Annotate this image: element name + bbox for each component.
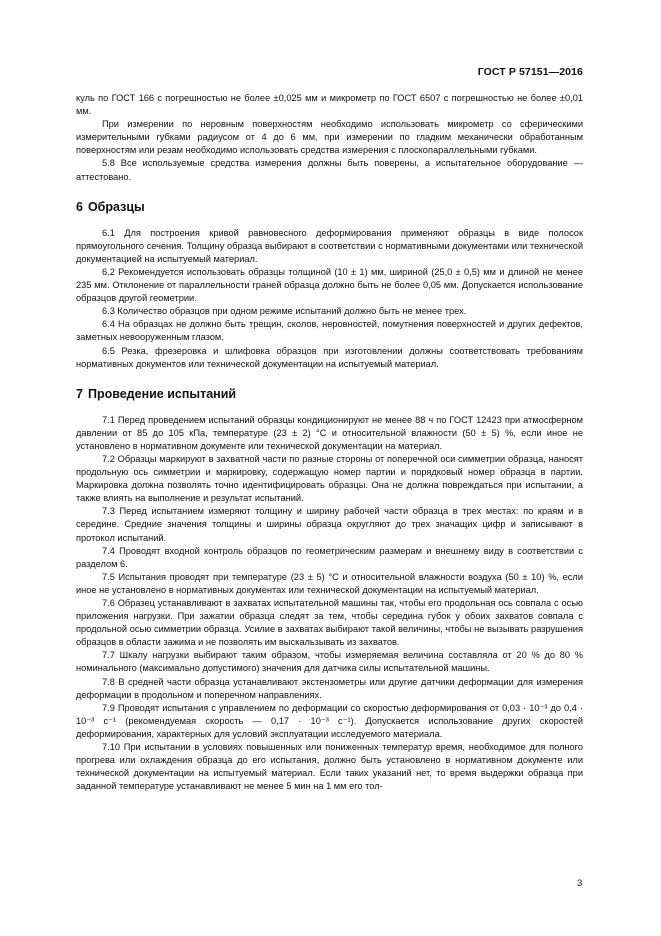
paragraph: 5.8 Все используемые средства измерения должны быть поверены, а испытательное оборудование — аттестовано. bbox=[76, 158, 583, 182]
section-title: Проведение испытаний bbox=[87, 386, 237, 401]
paragraph: 6.2 Рекомендуется использовать образцы толщиной (10 ± 1) мм, шириной (25,0 ± 0,5) мм и длиной не менее 235 мм. Отклонение от параллельности граней образца должно быть не более 0,05 мм. Допускается использование образцов другой геометрии. bbox=[76, 266, 583, 304]
paragraph: 7.3 Перед испытанием измеряют толщину и ширину рабочей части образца в трех местах: по краям и в середине. Средние значения толщины и ширины образца округляют до трех значащих цифр и записывают в протокол испытаний. bbox=[76, 506, 583, 543]
paragraph: 6.3 Количество образцов при одном режиме испытаний должно быть не менее трех. bbox=[102, 306, 467, 317]
paragraph: куль по ГОСТ 166 с погрешностью не более ±0,025 мм и микрометр по ГОСТ 6507 с погрешностью не более ±0,01 мм. bbox=[76, 93, 583, 117]
section-heading bbox=[76, 387, 583, 402]
paragraph: 7.10 При испытании в условиях повышенных или пониженных температур время, необходимое для полного прогрева или охлаждения образца до его испытания, должно быть установлено в нормативном документе или технической документации на испытуемый материал. Если таких указаний нет, то время выдержки образца при заданной температуре устанавливают не менее 5 мин на 1 мм его тол- bbox=[76, 742, 583, 792]
paragraph: 6.4 На образцах не должно быть трещин, сколов, неровностей, помутнения поверхностей и других дефектов, заметных невооруженным глазом. bbox=[76, 319, 583, 343]
section-heading bbox=[76, 200, 583, 215]
paragraph: 7.4 Проводят входной контроль образцов по геометрическим размерам и внешнему виду в соответствии с разделом 6. bbox=[76, 545, 583, 569]
paragraph: При измерении по неровным поверхностям необходимо использовать микрометр со сферическими измерительными губками радиусом от 4 до 6 мм, при измерении по гладким механически обработанным поверхностям или резам необходимо использовать средства измерения с плоскопараллельными губками. bbox=[76, 119, 583, 156]
page-number: 3 bbox=[577, 878, 583, 889]
paragraph: 7.7 Шкалу нагрузки выбирают таким образом, чтобы измеряемая величина составляла от 20 % до 80 % номинального (максимально допустимого) значения для датчика силы испытательной машины. bbox=[76, 650, 583, 674]
paragraph: 7.6 Образец устанавливают в захватах испытательной машины так, чтобы его продольная ось совпала с осью приложения нагрузки. При зажатии образца следят за тем, чтобы середина губок у обоих захватов совпала с продольной осью симметрии образца. Усилие в захватах выбирают такой величины, чтобы не вызывать разрушения образцов в области зажима и не позволять им выскальзывать из захватов. bbox=[76, 598, 583, 648]
paragraph: 6.5 Резка, фрезеровка и шлифовка образцов при изготовлении должны соответствовать требованиям нормативных документов или технической документации на испытуемый материал. bbox=[76, 345, 583, 369]
section-title: Образцы bbox=[87, 199, 145, 214]
section-number: 6 bbox=[76, 199, 83, 214]
paragraph: 7.8 В средней части образца устанавливают экстензометры или другие датчики деформации для измерения деформации в продольном и поперечном направлениях. bbox=[76, 676, 583, 700]
paragraph: 7.9 Проводят испытания с управлением по деформации со скоростью деформирования от 0,03 · 10⁻³ до 0,4 · 10⁻³ с⁻¹ (рекомендуемая скорость — 0,17 · 10⁻³ с⁻¹). Допускается использование других скоростей деформирования, характерных для условий эксплуатации исследуемого материала. bbox=[76, 702, 583, 739]
paragraph: 6.1 Для построения кривой равновесного деформирования применяют образцы в виде полосок прямоугольного сечения. Толщину образца выбирают в соответствии с нормативными документами или технической документацией на испытуемый материал. bbox=[76, 227, 583, 264]
document-header: ГОСТ Р 57151—2016 bbox=[477, 66, 583, 78]
paragraph: 7.2 Образцы маркируют в захватной части по разные стороны от поперечной оси симметрии образца, наносят продольную ось симметрии и маркировку, содержащую номер партии и порядковый номер образца в партии. Маркировка должна позволять точно идентифицировать образцы. Она не должна повреждаться при испытании, а также влиять на выполнение и результат испытаний. bbox=[76, 453, 583, 504]
document-body bbox=[76, 92, 583, 793]
paragraph: 7.1 Перед проведением испытаний образцы кондиционируют не менее 88 ч по ГОСТ 12423 при атмосферном давлении от 85 до 105 кПа, температуре (23 ± 2) °С и относительной влажности (50 ± 5) %, если иное не установлено в нормативном документе или технической документации на материал. bbox=[76, 414, 583, 451]
section-number: 7 bbox=[76, 386, 83, 401]
paragraph: 7.5 Испытания проводят при температуре (23 ± 5) °С и относительной влажности воздуха (50 ± 10) %, если иное не установлено в нормативных документах или технической документации на испытуемый материал. bbox=[76, 571, 583, 595]
